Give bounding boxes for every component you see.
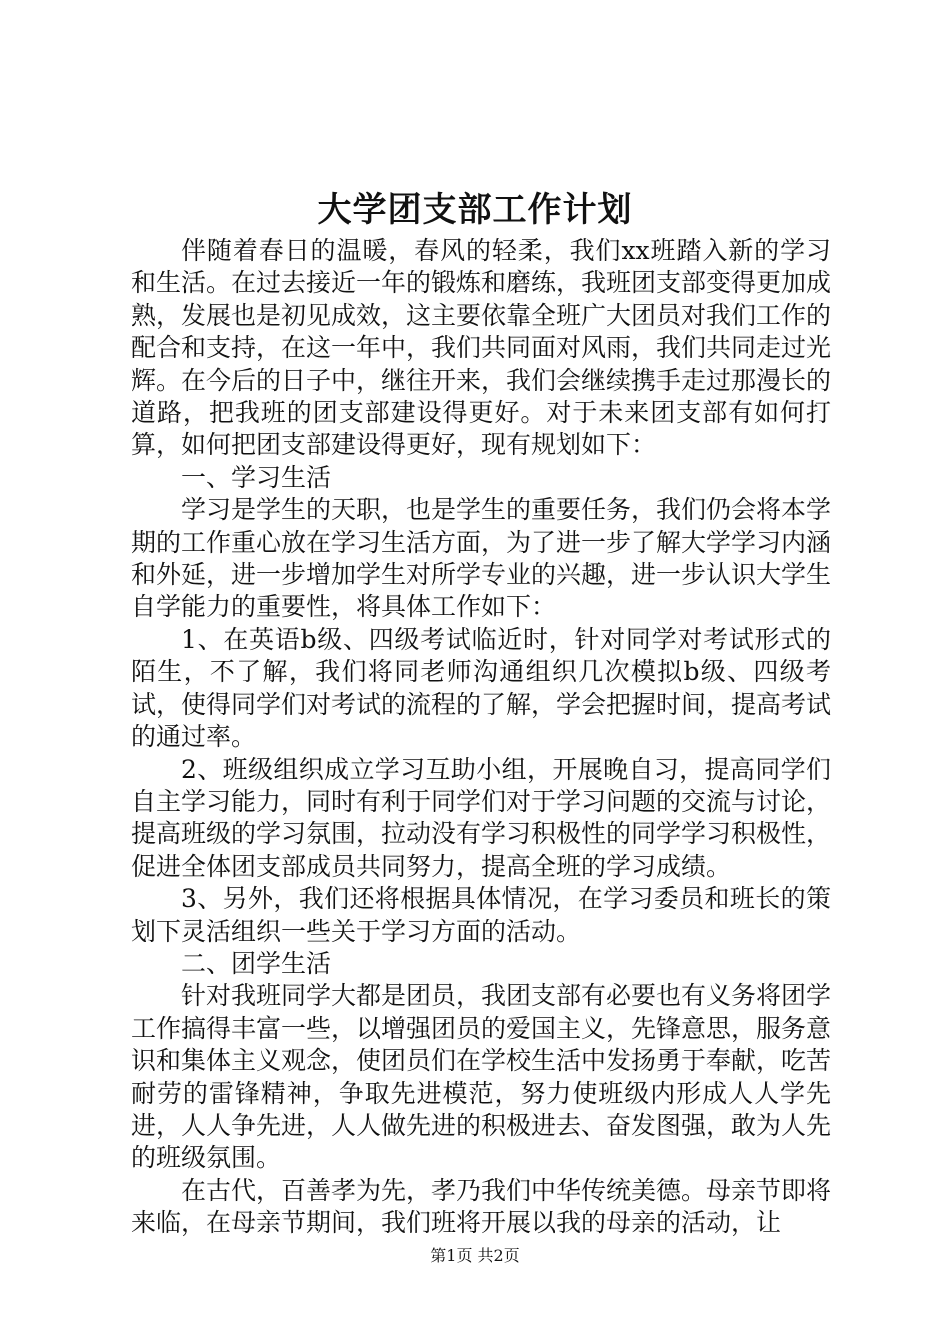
list-item-exam-preparation: 1、在英语b级、四级考试临近时，针对同学对考试形式的陌生，不了解，我们将同老师沟通组织几次模拟b级、四级考试，使得同学们对考试的流程的了解，学会把握时间，提高考试的通过率。 [131, 624, 832, 752]
section-heading-study-life: 一、学习生活 [181, 462, 332, 492]
page-title: 大学团支部工作计划 [317, 190, 633, 230]
document-body [131, 235, 831, 1240]
section-heading-league-life: 二、团学生活 [181, 948, 332, 978]
paragraph-intro: 伴随着春日的温暖，春风的轻柔，我们xx班踏入新的学习和生活。在过去接近一年的锻炼和磨练，我班团支部变得更加成熟，发展也是初见成效，这主要依靠全班广大团员对我们工作的配合和支持，在这一年中，我们共同面对风雨，我们共同走过光辉。在今后的日子中，继往开来，我们会继续携手走过那漫长的道路，把我班的团支部建设得更好。对于未来团支部有如何打算，如何把团支部建设得更好，现有规划如下： [131, 236, 832, 460]
paragraph-mothers-day: 在古代，百善孝为先，孝乃我们中华传统美德。母亲节即将来临，在母亲节期间，我们班将开展以我的母亲的活动，让 [131, 1175, 832, 1238]
paragraph-study-overview: 学习是学生的天职，也是学生的重要任务，我们仍会将本学期的工作重心放在学习生活方面，为了进一步了解大学学习内涵和外延，进一步增加学生对所学专业的兴趣，进一步认识大学生自学能力的重要性，将具体工作如下： [131, 495, 832, 622]
paragraph-league-work: 针对我班同学大都是团员，我团支部有必要也有义务将团学工作搞得丰富一些，以增强团员的爱国主义，先锋意思，服务意识和集体主义观念，使团员们在学校生活中发扬勇于奉献，吃苦耐劳的雷锋精神，争取先进模范，努力使班级内形成人人学先进，人人争先进，人人做先进的积极进去、奋发图强，敢为人先的班级氛围。 [131, 981, 832, 1173]
list-item-study-group: 2、班级组织成立学习互助小组，开展晚自习，提高同学们自主学习能力，同时有利于同学们对于学习问题的交流与讨论，提高班级的学习氛围，拉动没有学习积极性的同学学习积极性，促进全体团支部成员共同努力，提高全班的学习成绩。 [131, 754, 832, 881]
list-item-study-activities: 3、另外，我们还将根据具体情况，在学习委员和班长的策划下灵活组织一些关于学习方面的活动。 [131, 884, 831, 946]
page-number-footer: 第1页 共2页 [430, 1246, 520, 1265]
